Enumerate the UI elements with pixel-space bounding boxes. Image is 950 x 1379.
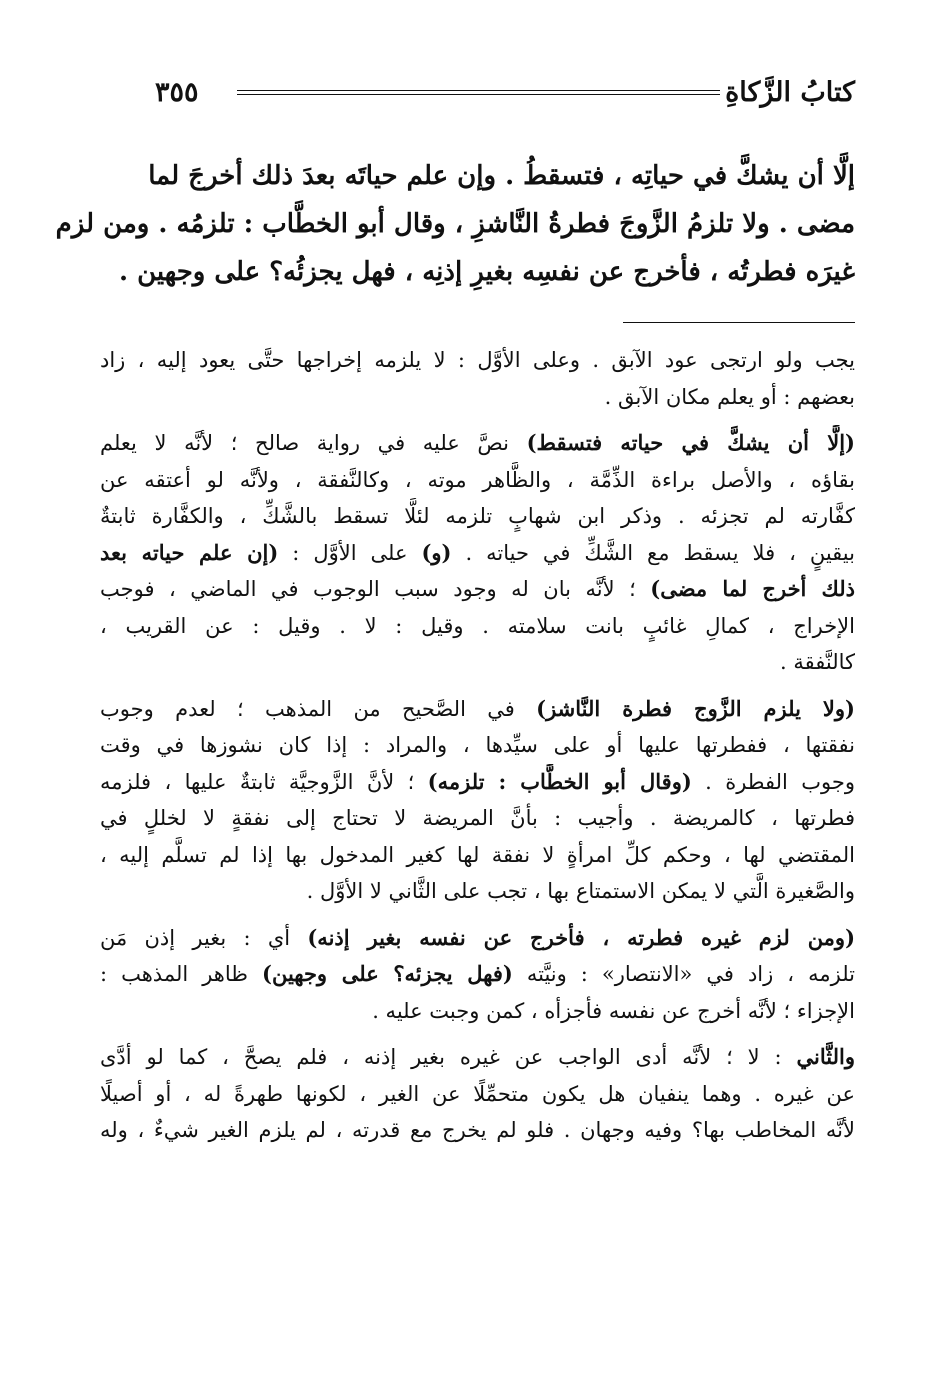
- line-text: أي : بغير إذن مَن: [100, 925, 308, 950]
- line-text: ؛ لأنَّ الزَّوجيَّة ثابتةٌ عليها ، فلزمه: [100, 769, 428, 794]
- main-text: [55, 152, 855, 296]
- commentary-line: نفقتها ، ففطرتها عليها أو على سيِّدها ، والمراد : إذا كان نشوزها في وقت: [100, 733, 855, 757]
- main-text-line: مضى . ولا تلزمُ الزَّوجَ فطرةُ النَّاشزِ ، وقال أبو الخطَّاب : تلزمُه . ومن لزم: [55, 209, 855, 239]
- separator-rule: [623, 322, 855, 323]
- quoted-text: (ولا يلزم الزَّوج فطرة النَّاشز): [536, 695, 855, 721]
- commentary-paragraph: [100, 691, 855, 910]
- commentary-line: لأنَّه المخاطب بها؟ وفيه وجهان . فلو لم يخرج مع قدرته ، لم يلزم الغير شيءٌ ، وله: [100, 1118, 855, 1142]
- commentary-line: [100, 956, 855, 993]
- line-text: على الأوَّل :: [278, 540, 422, 565]
- header-rule: [237, 90, 720, 95]
- commentary-line: [100, 764, 855, 801]
- commentary-paragraph: [100, 342, 855, 415]
- commentary-line: كالنَّفقة .: [780, 650, 855, 674]
- commentary-line: [100, 425, 855, 462]
- commentary-line: الإخراج ، كمالِ غائبٍ بانت سلامته . وقيل : لا . وقيل : عن القريب ،: [100, 613, 855, 638]
- commentary-line: عن غيره . وهما ينفيان هل يكون متحمِّلًا عن الغير ، لكونها طهرةً له ، أو أصيلًا: [100, 1081, 855, 1106]
- commentary-line: [100, 535, 855, 572]
- commentary-line: [100, 1039, 855, 1076]
- line-text: بيقينٍ ، فلا يسقط مع الشَّكِّ في حياته .: [451, 540, 855, 565]
- quoted-text: (إن علم حياته بعد: [100, 539, 279, 565]
- quoted-text: والثَّاني: [796, 1044, 855, 1069]
- line-text: ظاهر المذهب :: [100, 962, 263, 986]
- quoted-text: (إلَّا أن يشكَّ في حياته فتسقط): [526, 430, 855, 455]
- commentary-line: بعضهم : أو يعلم مكان الآبق .: [604, 384, 855, 409]
- page-number: ٣٥٥: [155, 77, 199, 108]
- commentary-line: الإجزاء ؛ لأنَّه أخرج عن نفسه فأجزأه ، كمن وجبت عليه .: [372, 998, 855, 1023]
- line-text: نصَّ عليه في رواية صالح ؛ لأنَّه لا يعلم: [100, 431, 527, 455]
- line-text: ؛ لأنَّه بان له وجود سبب الوجوب في الماضي ، فوجب: [100, 577, 651, 601]
- commentary-line: [100, 691, 855, 728]
- main-text-line: إلَّا أن يشكَّ في حياتِه ، فتسقطُ . وإن علم حياتَه بعدَ ذلك أخرجَ لما: [148, 161, 855, 191]
- page-header: [155, 68, 855, 118]
- line-text: وجوب الفطرة .: [691, 769, 855, 794]
- commentary-line: [100, 571, 855, 608]
- quoted-text: (ومن لزم غيره فطرته ، فأخرج عن نفسه بغير إذنه): [307, 924, 855, 950]
- commentary-line: المقتضي لها ، وحكم كلِّ امرأةٍ لا نفقة لها كغير المدخول بها إذا لم تسلَّم إليه ،: [100, 842, 855, 867]
- commentary-line: والصَّغيرة الَّتي لا يمكن الاستمتاع بها ، تجب على الثَّاني لا الأوَّل .: [306, 879, 855, 903]
- commentary-paragraph: [100, 1039, 855, 1149]
- quoted-text: (فهل يجزئه؟ على وجهين): [262, 961, 513, 986]
- commentary-line: يجب ولو ارتجى عود الآبق . وعلى الأوَّل : لا يلزمه إخراجها حتَّى يعود إليه ، زاد: [100, 348, 855, 372]
- line-text: : لا ؛ لأنَّه أدى الواجب عن غيره بغير إذنه ، فلم يصحَّ ، كما لو أدَّى: [100, 1045, 797, 1069]
- quoted-text: (و): [421, 539, 452, 565]
- main-text-line: غيرَه فطرتُه ، فأخرج عن نفسِه بغيرِ إذنِه ، فهل يجزئُه؟ على وجهين .: [118, 257, 855, 287]
- commentary: [100, 342, 855, 1159]
- quoted-text: (وقال أبو الخطَّاب : تلزمه): [427, 768, 692, 794]
- commentary-paragraph: [100, 425, 855, 681]
- commentary-line: بقاؤه ، والأصل براءة الذِّمَّة ، والظَّاهر موته ، وكالنَّفقة ، ولأنَّه لو أعتقه عن: [100, 467, 855, 492]
- commentary-line: [100, 920, 855, 957]
- line-text: تلزمه ، زاد في «الانتصار» : ونيَّته: [512, 962, 855, 986]
- quoted-text: ذلك أخرج لما مضى): [650, 576, 855, 601]
- line-text: في الصَّحيح من المذهب ؛ لعدم وجوب: [100, 696, 537, 721]
- commentary-line: كفَّارته لم تجزئه . وذكر ابن شهابٍ تلزمه لئلَّا تسقط بالشَّكِّ ، والكفَّارة ثابتةٌ: [100, 504, 855, 528]
- commentary-line: فطرتها ، كالمريضة . وأجيب : بأنَّ المريضة لا تحتاج إلى نفقةٍ لا لخللٍ في: [100, 806, 855, 830]
- commentary-paragraph: [100, 920, 855, 1030]
- running-title: كتابُ الزَّكاةِ: [725, 77, 855, 108]
